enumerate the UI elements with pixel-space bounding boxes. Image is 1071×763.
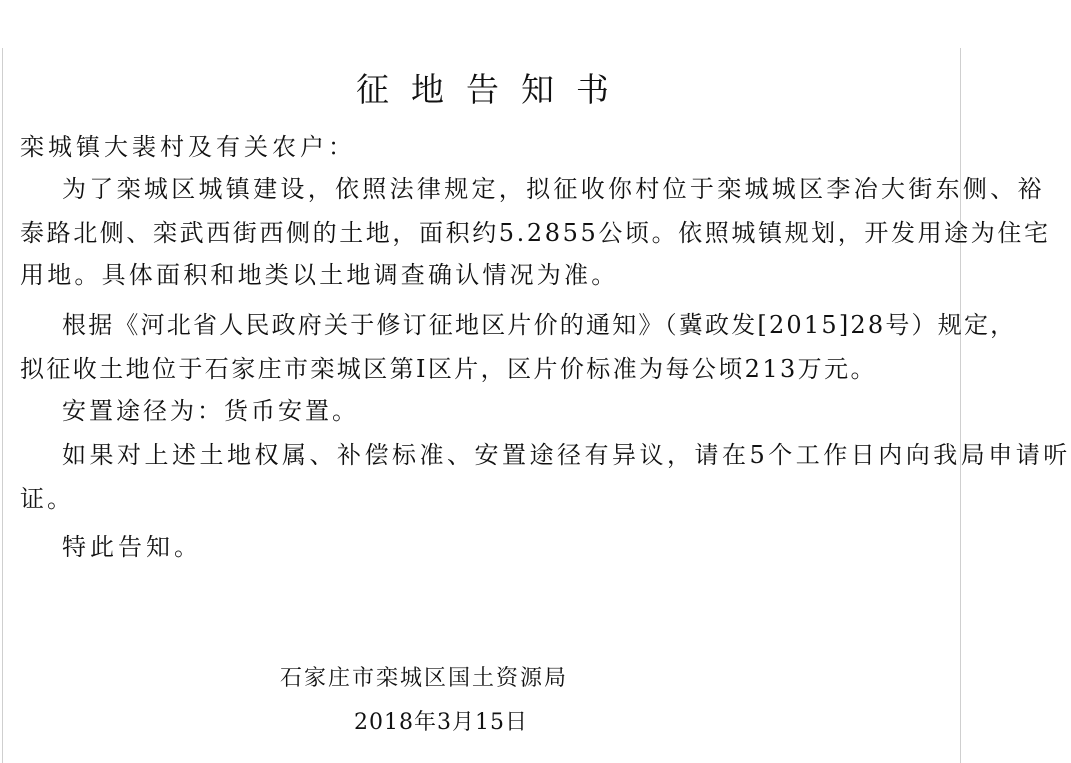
page-border-right bbox=[960, 48, 961, 763]
issue-date: 2018年3月15日 bbox=[354, 710, 528, 735]
paragraph-2-line-2: 拟征收土地位于石家庄市栾城区第Ⅰ区片，区片价标准为每公顷213万元。 bbox=[20, 355, 877, 383]
salutation: 栾城镇大裴村及有关农户： bbox=[20, 133, 356, 161]
issuer-name: 石家庄市栾城区国土资源局 bbox=[280, 666, 569, 691]
paragraph-1-line-2: 泰路北侧、栾武西街西侧的土地，面积约5.2855公顷。依照城镇规划，开发用途为住宅 bbox=[20, 219, 1051, 247]
paragraph-3: 安置途径为：货币安置。 bbox=[62, 397, 359, 425]
paragraph-2-line-1: 根据《河北省人民政府关于修订征地区片价的通知》（冀政发[2015]28号）规定， bbox=[62, 311, 1017, 339]
notice-title: 征地告知书 bbox=[356, 70, 631, 109]
page-border-left bbox=[2, 48, 3, 763]
closing-text: 特此告知。 bbox=[62, 533, 202, 561]
paragraph-1-line-3: 用地。具体面积和地类以土地调查确认情况为准。 bbox=[20, 261, 619, 289]
paragraph-1-line-1: 为了栾城区城镇建设，依照法律规定，拟征收你村位于栾城城区李冶大街东侧、裕 bbox=[62, 175, 1045, 203]
paragraph-4-line-2: 证。 bbox=[20, 485, 74, 513]
paragraph-4-line-1: 如果对上述土地权属、补偿标准、安置途径有异议，请在5个工作日内向我局申请听 bbox=[62, 441, 1071, 469]
